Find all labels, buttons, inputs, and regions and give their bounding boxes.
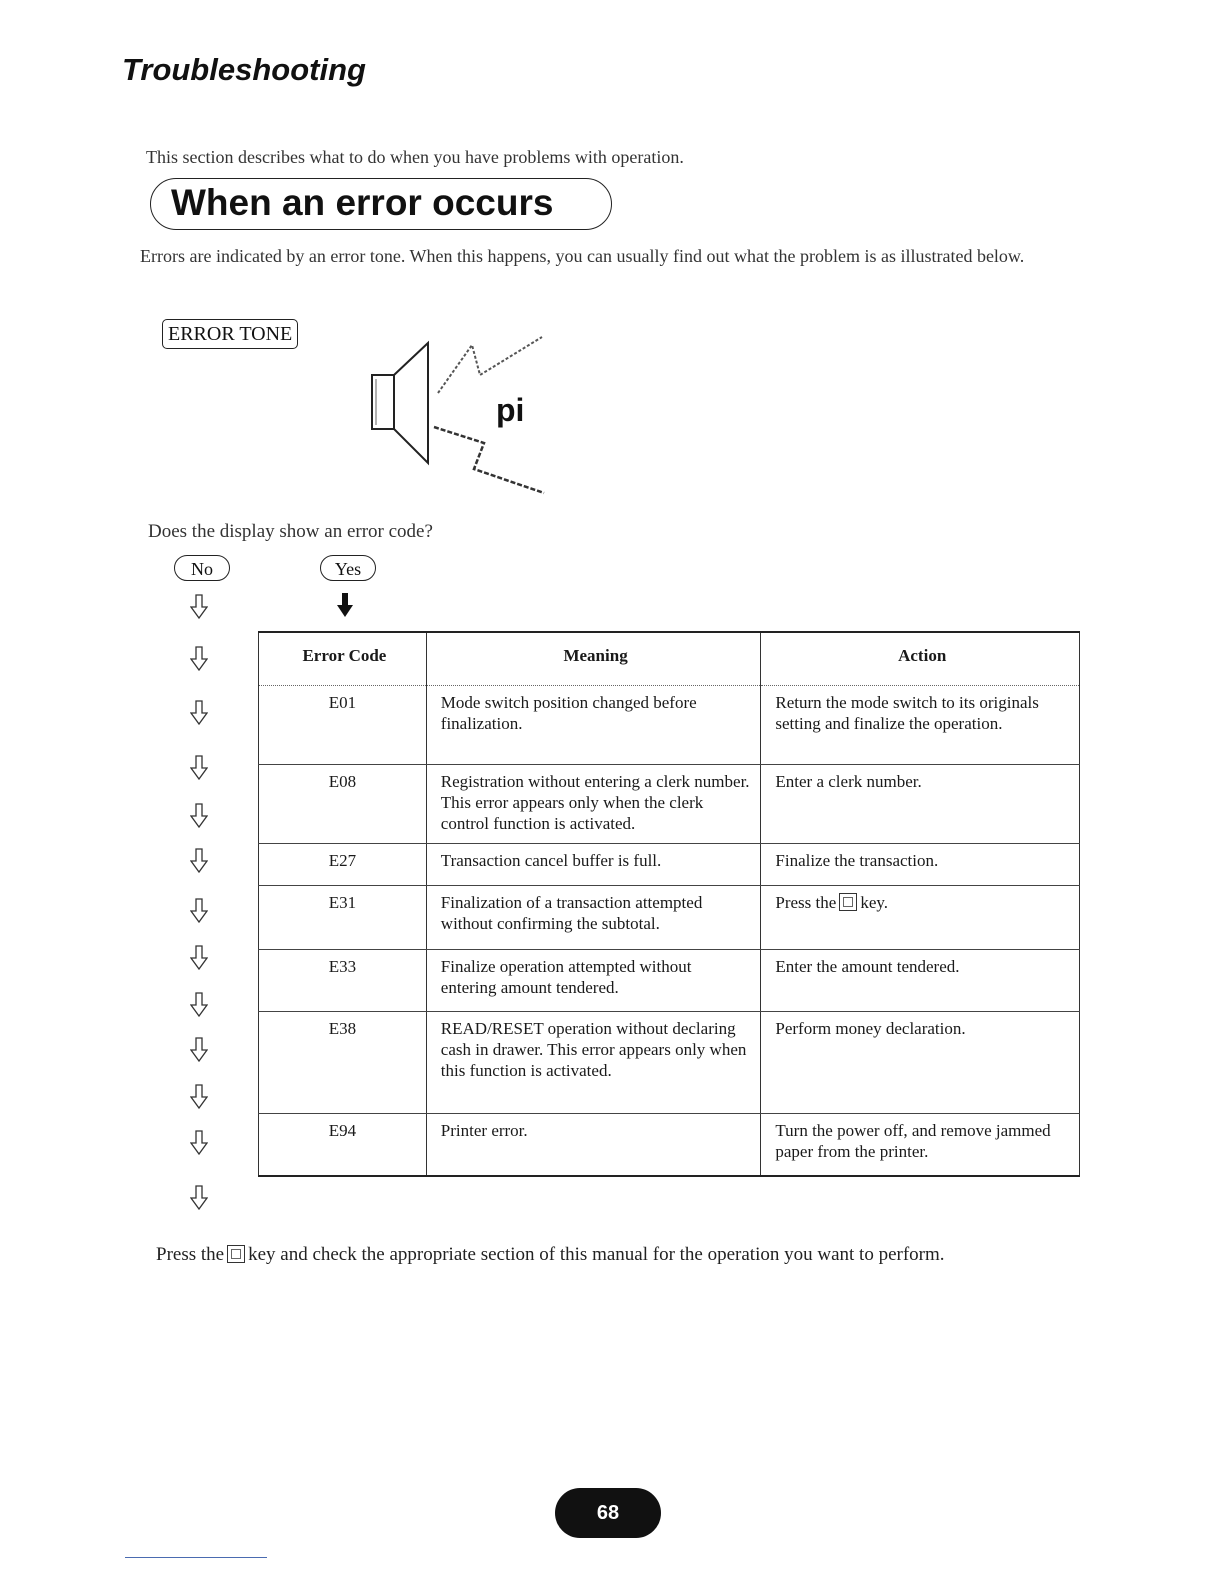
error-action: Perform money declaration.: [761, 1012, 1080, 1114]
error-code: E94: [259, 1114, 427, 1176]
table-row: [259, 886, 1080, 950]
action-text-before: Press the: [775, 893, 837, 912]
header-action: Action: [761, 632, 1080, 686]
sound-text: pi: [496, 392, 525, 428]
error-code: E38: [259, 1012, 427, 1114]
closing-text-after: key and check the appropriate section of this manual for the operation you want to perform.: [248, 1244, 945, 1265]
table-row: [259, 1114, 1080, 1176]
table-row: [259, 1012, 1080, 1114]
error-meaning: Registration without entering a clerk number. This error appears only when the clerk control function is activated.: [426, 765, 761, 844]
table-row: [259, 844, 1080, 886]
error-meaning: Finalization of a transaction attempted without confirming the subtotal.: [426, 886, 761, 950]
error-meaning: Transaction cancel buffer is full.: [426, 844, 761, 886]
down-outline-arrow-icon: [190, 646, 208, 672]
speaker-icon: [360, 335, 560, 500]
explain-text: Errors are indicated by an error tone. When this happens, you can usually find out what the problem is as illustrated below.: [140, 246, 1025, 266]
error-action: Enter a clerk number.: [761, 765, 1080, 844]
page-heading: Troubleshooting: [122, 52, 366, 87]
closing-text: [156, 1244, 945, 1266]
table-row: [259, 950, 1080, 1012]
error-action: Turn the power off, and remove jammed paper from the printer.: [761, 1114, 1080, 1176]
error-meaning: Finalize operation attempted without entering amount tendered.: [426, 950, 761, 1012]
header-meaning: Meaning: [426, 632, 761, 686]
yes-label: Yes: [320, 555, 376, 581]
header-error-code: Error Code: [259, 632, 427, 686]
down-outline-arrow-icon: [190, 848, 208, 874]
error-action: Return the mode switch to its originals setting and finalize the operation.: [761, 686, 1080, 765]
table-row: [259, 765, 1080, 844]
error-action: [761, 886, 1080, 950]
down-outline-arrow-icon: [190, 945, 208, 971]
table-header-row: [259, 632, 1080, 686]
error-code: E27: [259, 844, 427, 886]
page-number: 68: [555, 1488, 661, 1538]
error-code: E01: [259, 686, 427, 765]
error-meaning: Printer error.: [426, 1114, 761, 1176]
error-meaning: Mode switch position changed before finalization.: [426, 686, 761, 765]
down-outline-arrow-icon: [190, 700, 208, 726]
error-meaning: READ/RESET operation without declaring cash in drawer. This error appears only when this function is activated.: [426, 1012, 761, 1114]
error-action: Enter the amount tendered.: [761, 950, 1080, 1012]
footer-rule: [125, 1557, 267, 1558]
key-icon: [839, 893, 857, 911]
action-text-after: key.: [860, 893, 889, 912]
down-outline-arrow-icon: [190, 1185, 208, 1211]
down-outline-arrow-icon: [190, 803, 208, 829]
down-outline-arrow-icon: [190, 755, 208, 781]
down-outline-arrow-icon: [190, 1037, 208, 1063]
down-outline-arrow-icon: [190, 1130, 208, 1156]
down-outline-arrow-icon: [190, 898, 208, 924]
table-row: [259, 686, 1080, 765]
error-code-table: [258, 631, 1080, 1177]
section-title: When an error occurs: [171, 182, 554, 223]
down-solid-arrow-icon: [337, 593, 353, 619]
error-action: Finalize the transaction.: [761, 844, 1080, 886]
error-tone-label: ERROR TONE: [162, 319, 298, 349]
error-code: E31: [259, 886, 427, 950]
intro-text: This section describes what to do when you have problems with operation.: [146, 147, 684, 167]
down-outline-arrow-icon: [190, 992, 208, 1018]
no-label: No: [174, 555, 230, 581]
down-outline-arrow-icon: [190, 594, 208, 620]
section-title-frame: [150, 178, 612, 230]
error-code: E33: [259, 950, 427, 1012]
error-code: E08: [259, 765, 427, 844]
down-outline-arrow-icon: [190, 1084, 208, 1110]
question-text: Does the display show an error code?: [148, 521, 433, 542]
key-icon: [227, 1245, 245, 1263]
closing-text-before: Press the: [156, 1244, 225, 1265]
